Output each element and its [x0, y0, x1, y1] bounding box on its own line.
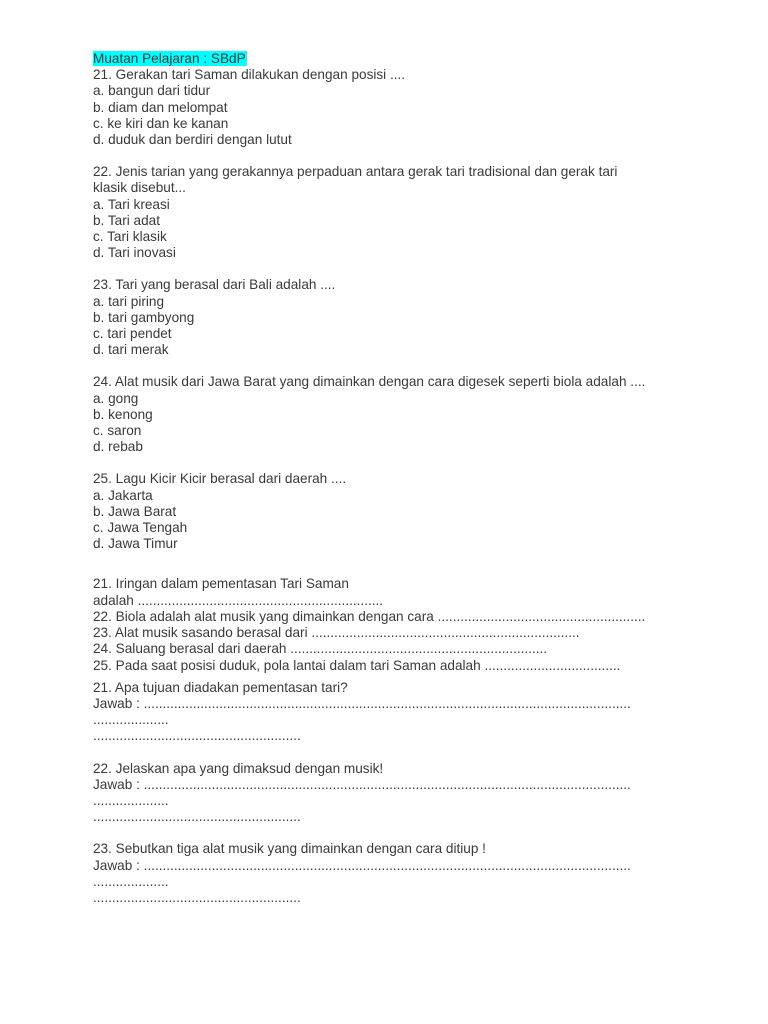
- mc-option-24d: d. rebab: [93, 439, 143, 455]
- fill-in-item-21-cont: adalah .................................................................: [93, 592, 384, 608]
- mc-option-23d: d. tari merak: [93, 342, 169, 358]
- mc-option-21a: a. bangun dari tidur: [93, 83, 211, 99]
- mc-option-21b: b. diam dan melompat: [93, 99, 228, 115]
- essay-answer-line: .......................................................: [93, 809, 301, 825]
- spacer: [93, 455, 733, 471]
- mc-question-24: 24. Alat musik dari Jawa Barat yang dimainkan dengan cara digesek seperti biola adalah ....: [93, 374, 646, 390]
- mc-question-22-line1: 22. Jenis tarian yang gerakannya perpaduan antara gerak tari tradisional dan gerak tari: [93, 164, 618, 180]
- essay-answer-line: .......................................................: [93, 728, 301, 744]
- fill-in-item-23: 23. Alat musik sasando berasal dari .......................................................................: [93, 625, 580, 641]
- subject-highlight: Muatan Pelajaran : SBdP: [93, 51, 246, 66]
- spacer: [93, 358, 733, 374]
- mc-option-22d: d. Tari inovasi: [93, 245, 176, 261]
- essay-answer-line: ....................: [93, 873, 169, 889]
- mc-option-22a: a. Tari kreasi: [93, 196, 170, 212]
- mc-option-23c: c. tari pendet: [93, 326, 172, 342]
- essay-answer-line: Jawab : .................................................................................................................................: [93, 776, 631, 792]
- mc-option-25a: a. Jakarta: [93, 487, 153, 503]
- mc-option-23b: b. tari gambyong: [93, 309, 195, 325]
- essay-answer-line: ....................: [93, 792, 169, 808]
- mc-option-21c: c. ke kiri dan ke kanan: [93, 115, 229, 131]
- fill-in-item-22: 22. Biola adalah alat musik yang dimainkan dengan cara .......................................................: [93, 608, 646, 624]
- spacer: [93, 261, 733, 277]
- essay-answer-line: ....................: [93, 712, 169, 728]
- mc-option-25c: c. Jawa Tengah: [93, 520, 188, 536]
- fill-in-item-25: 25. Pada saat posisi duduk, pola lantai dalam tari Saman adalah ....................................: [93, 657, 621, 673]
- mc-question-22-line2: klasik disebut...: [93, 180, 186, 196]
- mc-option-23a: a. tari piring: [93, 293, 165, 309]
- mc-question-25: 25. Lagu Kicir Kicir berasal dari daerah ....: [93, 471, 347, 487]
- mc-option-22b: b. Tari adat: [93, 212, 161, 228]
- spacer: [93, 148, 733, 164]
- spacer: [93, 552, 733, 576]
- essay-question-22: 22. Jelaskan apa yang dimaksud dengan musik!: [93, 760, 384, 776]
- spacer: [93, 745, 733, 761]
- mc-option-25b: b. Jawa Barat: [93, 503, 177, 519]
- fill-in-item-24: 24. Saluang berasal dari daerah ....................................................................: [93, 641, 548, 657]
- fill-in-item-21: 21. Iringan dalam pementasan Tari Saman: [93, 576, 349, 592]
- mc-question-21: 21. Gerakan tari Saman dilakukan dengan posisi ....: [93, 67, 406, 83]
- essay-question-23: 23. Sebutkan tiga alat musik yang dimainkan dengan cara ditiup !: [93, 841, 486, 857]
- mc-option-24b: b. kenong: [93, 406, 153, 422]
- document-page: [93, 51, 733, 906]
- essay-answer-line: Jawab : .................................................................................................................................: [93, 857, 631, 873]
- mc-option-21d: d. duduk dan berdiri dengan lutut: [93, 132, 292, 148]
- mc-option-24c: c. saron: [93, 423, 142, 439]
- mc-option-25d: d. Jawa Timur: [93, 536, 178, 552]
- mc-question-23: 23. Tari yang berasal dari Bali adalah ....: [93, 277, 336, 293]
- mc-option-22c: c. Tari klasik: [93, 229, 167, 245]
- spacer: [93, 825, 733, 841]
- essay-answer-line: Jawab : .................................................................................................................................: [93, 695, 631, 711]
- subject-header: [93, 51, 733, 67]
- essay-question-21: 21. Apa tujuan diadakan pementasan tari?: [93, 679, 348, 695]
- essay-answer-line: .......................................................: [93, 889, 301, 905]
- mc-option-24a: a. gong: [93, 390, 139, 406]
